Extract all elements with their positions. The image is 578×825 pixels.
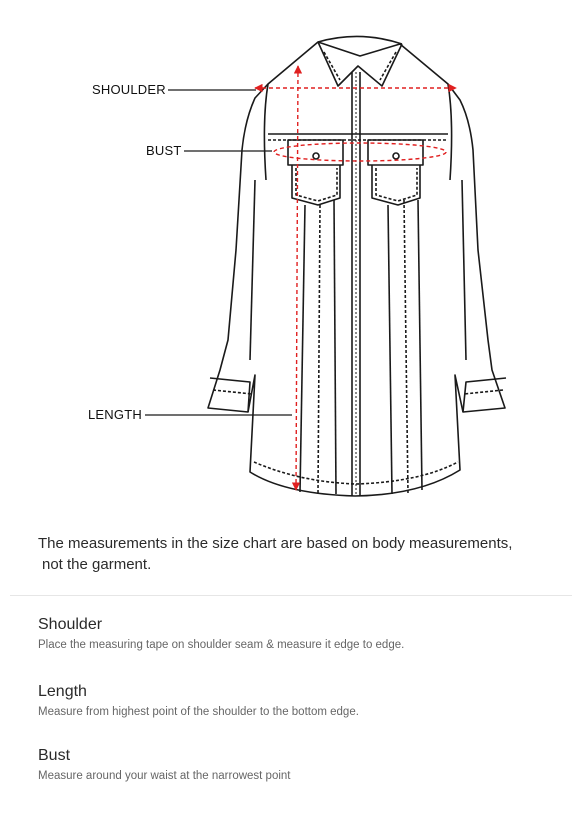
measurement-description: Place the measuring tape on shoulder seam & measure it edge to edge. bbox=[38, 639, 405, 651]
note-line-1: The measurements in the size chart are based on body measurements, bbox=[38, 535, 513, 552]
measurement-title: Bust bbox=[38, 747, 71, 764]
measurement-title: Length bbox=[38, 683, 87, 700]
measurement-item-length bbox=[38, 682, 359, 718]
measurement-item-shoulder bbox=[38, 615, 404, 651]
measurement-description: Measure from highest point of the shoulder to the bottom edge. bbox=[38, 706, 359, 718]
note-line-2: not the garment. bbox=[42, 556, 152, 573]
garment-outline bbox=[208, 36, 506, 496]
measurement-note bbox=[38, 533, 558, 575]
measurement-description: Measure around your waist at the narrowest point bbox=[38, 770, 291, 782]
section-divider bbox=[10, 595, 572, 596]
callout-leaders bbox=[145, 90, 292, 415]
measurement-title: Shoulder bbox=[38, 616, 103, 633]
length-measure-line bbox=[296, 66, 298, 490]
measurement-item-bust bbox=[38, 746, 291, 782]
bust-callout: BUST bbox=[146, 143, 182, 158]
shoulder-callout: SHOULDER bbox=[92, 82, 166, 97]
length-callout: LENGTH bbox=[88, 407, 142, 422]
